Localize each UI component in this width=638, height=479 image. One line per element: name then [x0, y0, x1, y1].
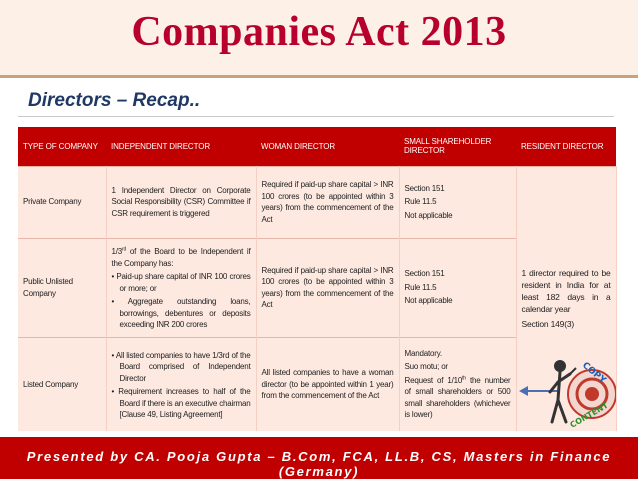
- independent-bullet: • Aggregate outstanding loans, borrowings, debentures or deposits exceeding INR 200 crores: [111, 297, 251, 330]
- small-line: Request of 1/10th the number of small shareholders or 500 small shareholders (whichever is lower): [404, 375, 511, 420]
- small-line: Rule 11.5: [404, 282, 437, 292]
- title-bar: [0, 0, 638, 78]
- section-subtitle: Directors – Recap..: [28, 90, 201, 111]
- small-line: Section 151: [404, 269, 445, 279]
- independent-intro: 1/3rd of the Board to be Independent if the Company has:: [111, 246, 251, 268]
- table-row: [18, 166, 616, 238]
- small-line: Suo motu; or: [404, 362, 448, 372]
- cell-small-shareholder: [399, 166, 516, 238]
- cell-woman-director: Required if paid-up share capital > INR 100 crores (to be appointed within 3 years) from the commencement of the Act: [256, 166, 399, 238]
- independent-bullet: • All listed companies to have 1/3rd of the Board comprised of Independent Director: [111, 350, 251, 383]
- header-woman-director: WOMAN DIRECTOR: [256, 127, 399, 166]
- small-line: Rule 11.5: [404, 197, 437, 207]
- small-line: Section 151: [404, 183, 445, 193]
- resident-text: 1 director required to be resident in India for at least 182 days in a calendar year: [521, 268, 611, 314]
- cell-company-type: Public Unlisted Company: [18, 238, 106, 337]
- header-independent-director: INDEPENDENT DIRECTOR: [106, 127, 256, 166]
- small-line: Mandatory.: [404, 348, 442, 358]
- stamp-content-text: CONTENT: [568, 400, 610, 430]
- header-resident-director: RESIDENT DIRECTOR: [516, 127, 616, 166]
- stamp-copy-text: COPY: [580, 360, 608, 386]
- cell-small-shareholder: [399, 337, 516, 431]
- cell-woman-director: Required if paid-up share capital > INR 100 crores (to be appointed within 3 years) from the commencement of the Act: [256, 238, 399, 337]
- subtitle-divider: [18, 116, 614, 117]
- independent-bullet: • Requirement increases to half of the Board if there is an executive chairman [Clause 49, Listing Agreement]: [111, 387, 251, 420]
- cell-independent-director: 1 Independent Director on Corporate Social Responsibility (CSR) Committee if CSR requirement is triggered: [106, 166, 256, 238]
- small-line: Not applicable: [404, 296, 453, 306]
- resident-section: Section 149(3): [521, 319, 574, 329]
- cell-independent-director: [106, 337, 256, 431]
- footer-bar: [0, 437, 638, 479]
- cell-independent-director: [106, 238, 256, 337]
- cell-company-type: Private Company: [18, 166, 106, 238]
- cell-woman-director: All listed companies to have a woman director (to be appointed within 1 year) from the commencement of the Act: [256, 337, 399, 431]
- page-title: Companies Act 2013: [131, 9, 507, 55]
- table-header-row: [18, 127, 616, 166]
- header-small-shareholder-director: SMALL SHAREHOLDER DIRECTOR: [399, 127, 516, 166]
- presenter-credit: Presented by CA. Pooja Gupta – B.Com, FCA, LL.B, CS, Masters in Finance (Germany): [26, 449, 612, 479]
- cell-company-type: Listed Company: [18, 337, 106, 431]
- independent-bullet: • Paid-up share capital of INR 100 crores or more; or: [111, 272, 251, 293]
- header-type-of-company: TYPE OF COMPANY: [18, 127, 106, 166]
- cell-small-shareholder: [399, 238, 516, 337]
- copy-content-illustration: [546, 352, 616, 436]
- small-line: Not applicable: [404, 210, 453, 220]
